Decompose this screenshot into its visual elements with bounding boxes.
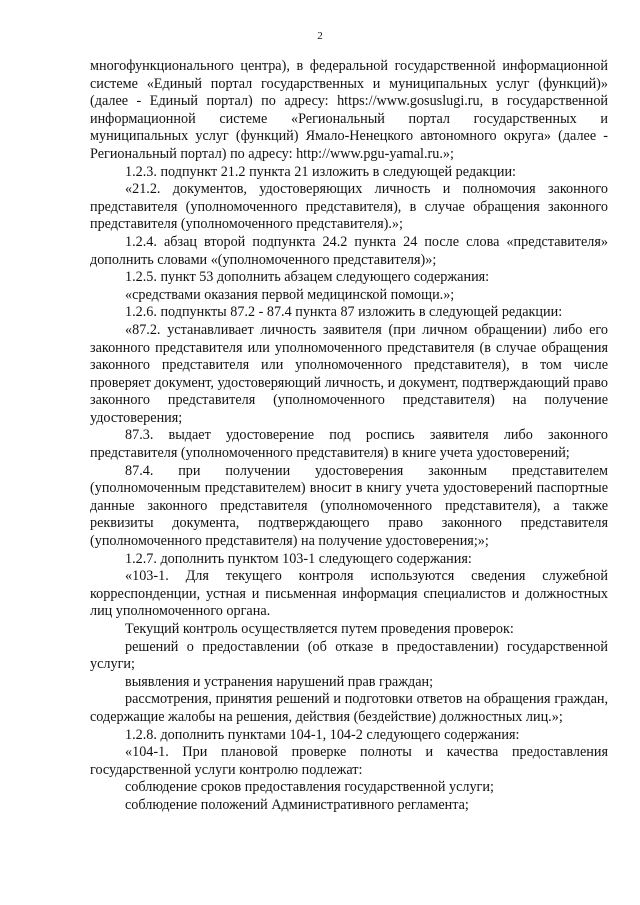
- paragraph-11: 1.2.7. дополнить пунктом 103-1 следующего содержания:: [125, 550, 472, 567]
- paragraph-3: «21.2. документов, удостоверяющих личность и полномочия законного представителя (уполномоченного представителя), в случае обращения законного представителя (уполномоченного представителя).»;: [90, 181, 608, 233]
- paragraph-10: 87.4. при получении удостоверения законным представителем (уполномоченным представителем) вносит в книгу учета удостоверений паспортные данные законного представителя (уполномоченного представителя), а также реквизиты документа, подтверждающего право законного представителя (уполномоченного представителя) на получение удостоверения;»;: [90, 462, 608, 550]
- paragraph-1: многофункционального центра), в федеральной государственной информационной системе «Единый портал государственных и муниципальных услуг (функций)» (далее - Единый портал) по адресу: https://www.gosuslugi.ru, в государственной информационной системе «Региональный портал государственных и муниципальных услуг (функций) Ямало-Ненецкого автономного округа» (далее - Региональный портал) по адресу: http://www.pgu-yamal.ru.»;: [90, 58, 608, 162]
- paragraph-14: решений о предоставлении (об отказе в предоставлении) государственной услуги;: [90, 638, 608, 673]
- paragraph-16: рассмотрения, принятия решений и подготовки ответов на обращения граждан, содержащие жалобы на решения, действия (бездействие) должностных лиц.»;: [90, 691, 608, 725]
- paragraph-2: 1.2.3. подпункт 21.2 пункта 21 изложить в следующей редакции:: [125, 163, 516, 180]
- document-body: [90, 58, 608, 815]
- paragraph-20: соблюдение положений Административного регламента;: [125, 796, 469, 813]
- paragraph-4: 1.2.4. абзац второй подпункта 24.2 пункта 24 после слова «представителя» дополнить словами «(уполномоченного представителя)»;: [90, 233, 608, 268]
- paragraph-8: «87.2. устанавливает личность заявителя (при личном обращении) либо его законного представителя или уполномоченного представителя (в случае обращения законного представителя или уполномоченного представителя), в том числе проверяет документ, удостоверяющий личность, и документ, подтверждающий право законного представителя (уполномоченного представителя) на получение удостоверения;: [90, 321, 608, 426]
- paragraph-13: Текущий контроль осуществляется путем проведения проверок:: [125, 621, 514, 637]
- paragraph-12: «103-1. Для текущего контроля используются сведения служебной корреспонденции, устная и письменная информация специалистов и должностных лиц уполномоченного органа.: [90, 568, 608, 620]
- paragraph-18: «104-1. При плановой проверке полноты и качества предоставления государственной услуги контролю подлежат:: [90, 744, 608, 778]
- paragraph-15: выявления и устранения нарушений прав граждан;: [125, 673, 434, 690]
- paragraph-19: соблюдение сроков предоставления государственной услуги;: [125, 779, 494, 796]
- page-number: 2: [317, 30, 323, 42]
- paragraph-6: «средствами оказания первой медицинской помощи.»;: [125, 286, 455, 303]
- paragraph-5: 1.2.5. пункт 53 дополнить абзацем следующего содержания:: [125, 269, 490, 286]
- paragraph-17: 1.2.8. дополнить пунктами 104-1, 104-2 следующего содержания:: [125, 726, 520, 743]
- paragraph-7: 1.2.6. подпункты 87.2 - 87.4 пункта 87 изложить в следующей редакции:: [125, 304, 563, 321]
- paragraph-9: 87.3. выдает удостоверение под роспись заявителя либо законного представителя (уполномоченного представителя) в книге учета удостоверений;: [90, 427, 608, 462]
